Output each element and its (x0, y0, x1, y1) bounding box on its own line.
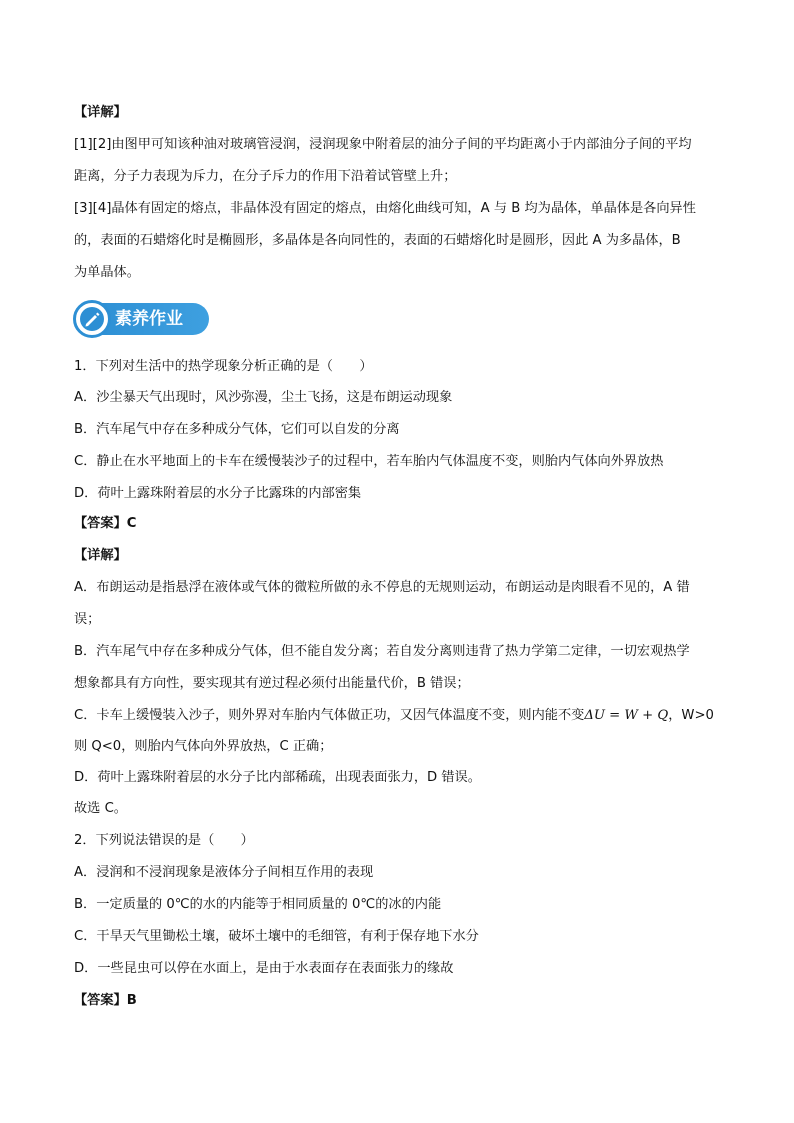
paragraph-line: [3][4]晶体有固定的熔点，非晶体没有固定的熔点，由熔化曲线可知，A 与 B 均为晶体，单晶体是各向异性 (74, 201, 696, 216)
option-c: C．干旱天气里锄松土壤，破坏土壤中的毛细管，有利于保存地下水分 (74, 929, 479, 944)
detail-line: 想象都具有方向性，要实现其有逆过程必须付出能量代价，B 错误； (74, 676, 470, 691)
option-d: D．荷叶上露珠附着层的水分子比露珠的内部密集 (74, 486, 362, 501)
option-a: A．浸润和不浸润现象是液体分子间相互作用的表现 (74, 865, 374, 880)
detail-line-with-formula (74, 706, 714, 726)
paragraph-line: 距离，分子力表现为斥力，在分子斥力的作用下沿着试管壁上升； (74, 169, 457, 184)
paragraph-line: [1][2]由图甲可知该种油对玻璃管浸润，浸润现象中附着层的油分子间的平均距离小于内部油分子间的平均 (74, 137, 692, 152)
detail-line: B．汽车尾气中存在多种成分气体，但不能自发分离；若自发分离则违背了热力学第二定律，一切宏观热学 (74, 644, 690, 659)
answer-line: 【答案】C (74, 516, 137, 531)
paragraph-line: 为单晶体。 (74, 265, 140, 280)
detail-line: 误； (74, 612, 101, 627)
detail-text: C．卡车上缓慢装入沙子，则外界对车胎内气体做正功，又因气体温度不变，则内能不变 (74, 708, 585, 723)
detail-line: D．荷叶上露珠附着层的水分子比内部稀疏，出现表面张力，D 错误。 (74, 770, 481, 785)
detail-line: 则 Q<0，则胎内气体向外界放热，C 正确； (74, 739, 333, 754)
option-a: A．沙尘暴天气出现时，风沙弥漫，尘土飞扬，这是布朗运动现象 (74, 390, 453, 405)
energy-formula: ΔU = W + Q (584, 708, 669, 723)
section-badge (73, 300, 211, 338)
section-badge-label: 素养作业 (115, 309, 183, 329)
detail-heading: 【详解】 (74, 105, 127, 120)
question-stem: 1．下列对生活中的热学现象分析正确的是（ ） (74, 359, 373, 374)
question-stem: 2．下列说法错误的是（ ） (74, 833, 254, 848)
conclusion-line: 故选 C。 (74, 801, 127, 816)
option-b: B．一定质量的 0℃的水的内能等于相同质量的 0℃的冰的内能 (74, 897, 442, 912)
detail-heading: 【详解】 (74, 548, 127, 563)
detail-line: A．布朗运动是指悬浮在液体或气体的微粒所做的永不停息的无规则运动，布朗运动是肉眼看不见的，A 错 (74, 580, 690, 595)
answer-line: 【答案】B (74, 993, 137, 1008)
pencil-icon (73, 300, 111, 338)
option-c: C．静止在水平地面上的卡车在缓慢装沙子的过程中，若车胎内气体温度不变，则胎内气体向外界放热 (74, 454, 664, 469)
option-d: D．一些昆虫可以停在水面上，是由于水表面存在表面张力的缘故 (74, 961, 454, 976)
option-b: B．汽车尾气中存在多种成分气体，它们可以自发的分离 (74, 422, 400, 437)
detail-text: ，W>0 (668, 708, 714, 723)
paragraph-line: 的，表面的石蜡熔化时是椭圆形，多晶体是各向同性的，表面的石蜡熔化时是圆形，因此 A 为多晶体，B (74, 233, 681, 248)
